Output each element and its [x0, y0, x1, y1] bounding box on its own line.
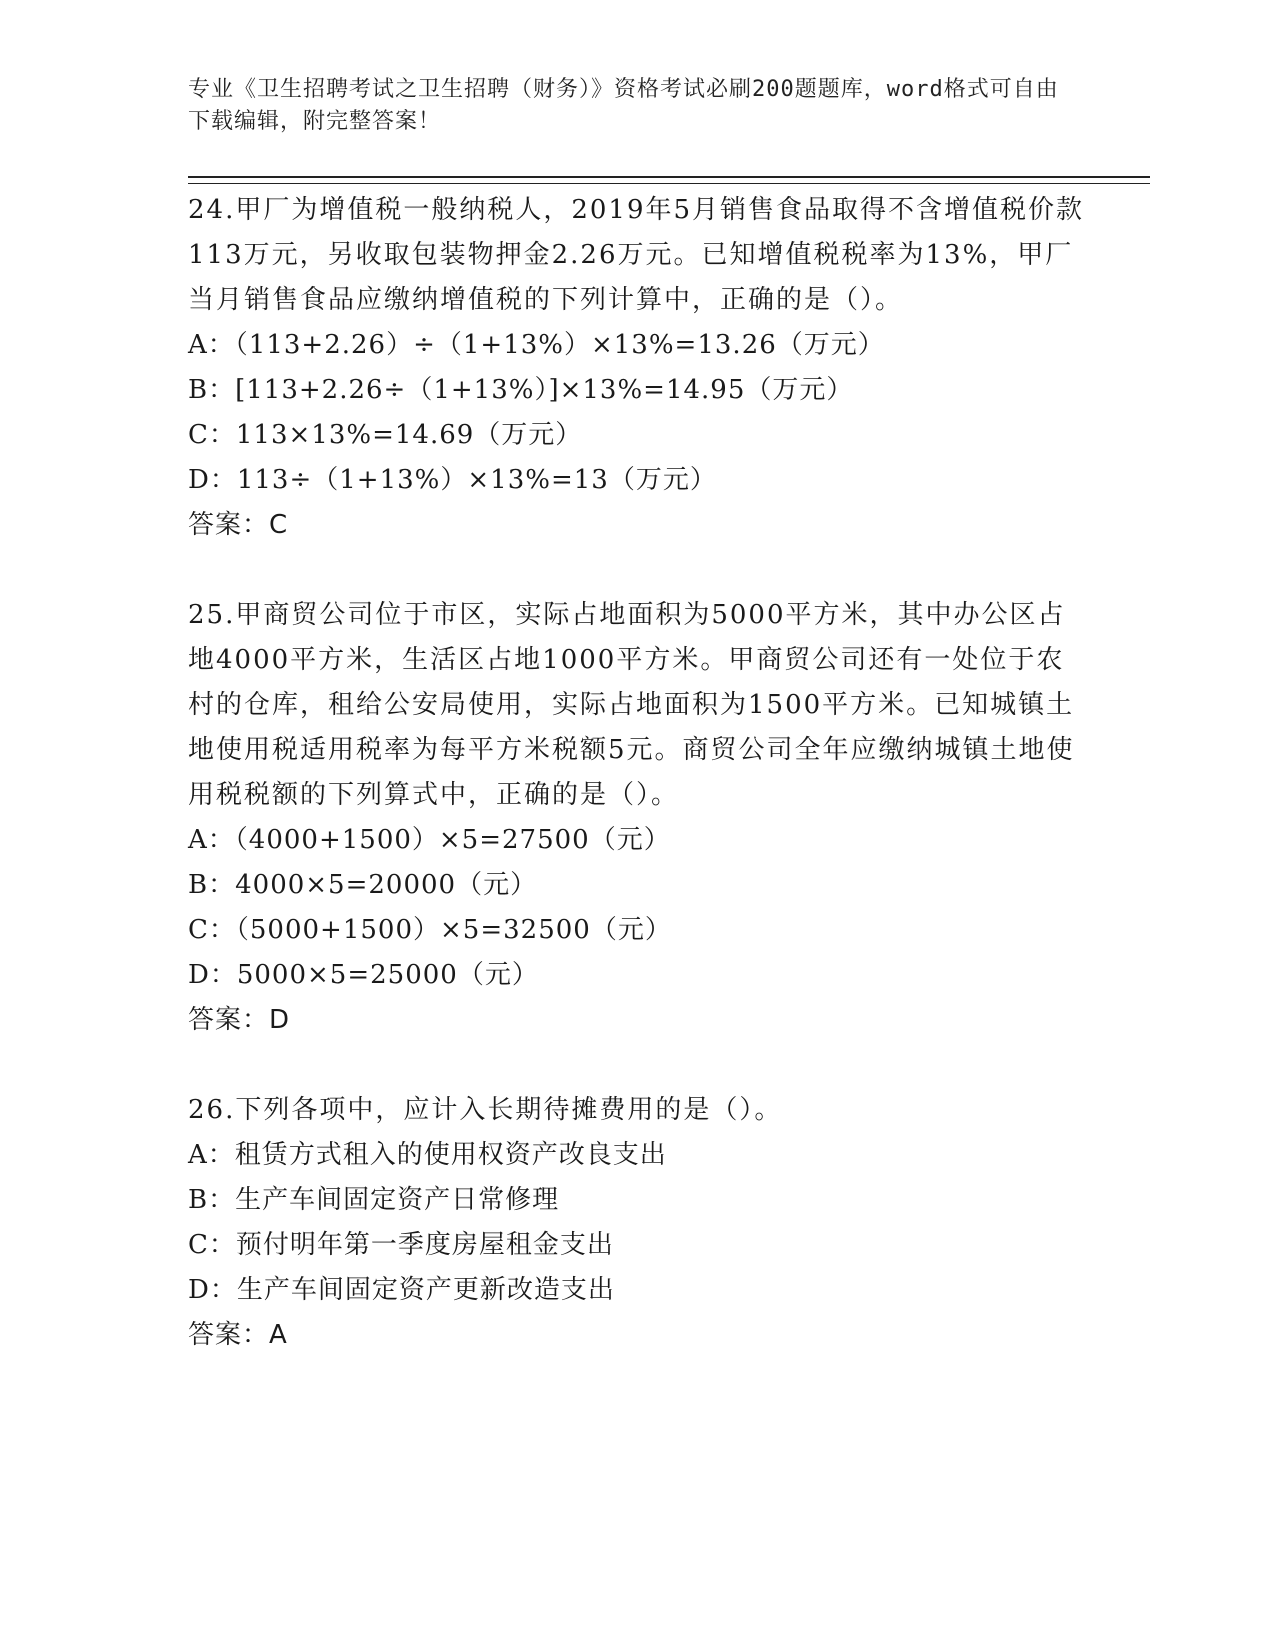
header-rule-bottom: [188, 183, 1150, 184]
answer: 答案：D: [188, 1005, 291, 1035]
option-b: B：生产车间固定资产日常修理: [188, 1185, 560, 1215]
option-a: A：租赁方式租入的使用权资产改良支出: [188, 1140, 667, 1170]
option-a: A：（4000+1500）×5=27500（元）: [188, 825, 671, 855]
option-c: C：113×13%=14.69（万元）: [188, 420, 583, 450]
page-header: 专业《卫生招聘考试之卫生招聘（财务）》资格考试必刷200题题库，word格式可自由下载编辑，附完整答案！: [188, 77, 1059, 134]
answer: 答案：A: [188, 1320, 288, 1350]
option-c: C：预付明年第一季度房屋租金支出: [188, 1230, 614, 1260]
question-spacer: [188, 1043, 1088, 1088]
option-c: C：（5000+1500）×5=32500（元）: [188, 915, 672, 945]
option-d: D：生产车间固定资产更新改造支出: [188, 1275, 615, 1305]
option-b: B：[113+2.26÷（1+13%）]×13%=14.95（万元）: [188, 375, 854, 405]
option-b: B：4000×5=20000（元）: [188, 870, 538, 900]
question-stem: 26.下列各项中，应计入长期待摊费用的是（）。: [188, 1095, 783, 1125]
header-rule-top: [188, 176, 1150, 178]
answer: 答案：C: [188, 510, 289, 540]
question-stem: 24.甲厂为增值税一般纳税人，2019年5月销售食品取得不含增值税价款113万元，另收取包装物押金2.26万元。已知增值税税率为13%，甲厂当月销售食品应缴纳增值税的下列计算中，正确的是（）。: [188, 195, 1085, 315]
option-a: A：（113+2.26）÷（1+13%）×13%=13.26（万元）: [188, 330, 885, 360]
question-stem: 25.甲商贸公司位于市区，实际占地面积为5000平方米，其中办公区占地4000平方米，生活区占地1000平方米。甲商贸公司还有一处位于农村的仓库，租给公安局使用，实际占地面积为1500平方米。已知城镇土地使用税适用税率为每平方米税额5元。商贸公司全年应缴纳城镇土地使用税税额的下列算式中，正确的是（）。: [188, 600, 1075, 810]
option-d: D：113÷（1+13%）×13%=13（万元）: [188, 465, 717, 495]
question-spacer: [188, 548, 1088, 593]
question-26: [188, 1088, 1088, 1358]
question-list: [188, 188, 1088, 1358]
question-24: [188, 188, 1088, 548]
question-25: [188, 593, 1088, 1043]
option-d: D：5000×5=25000（元）: [188, 960, 539, 990]
